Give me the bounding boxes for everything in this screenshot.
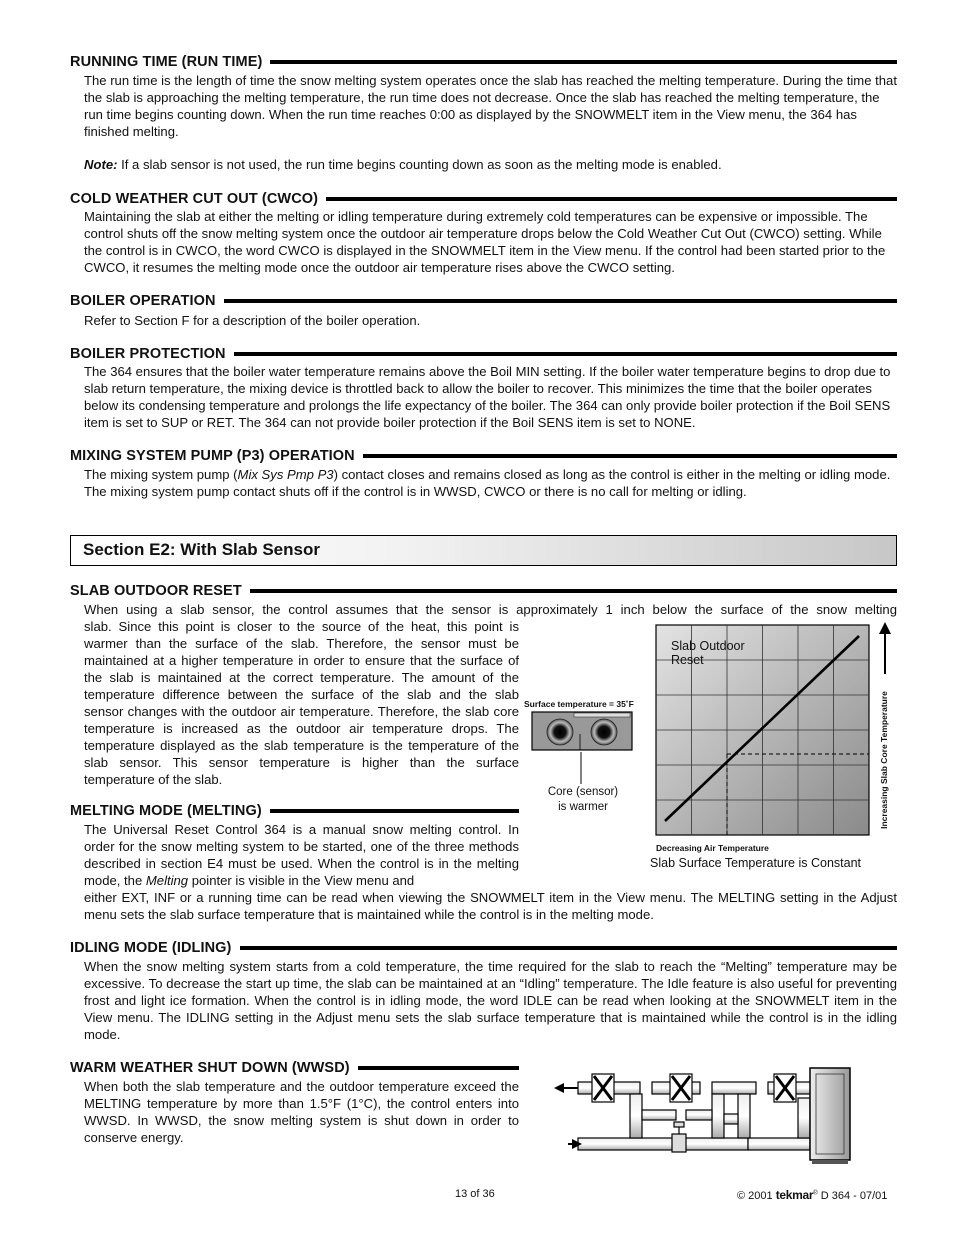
heading-p3	[70, 448, 897, 464]
heading-boiler-operation	[70, 293, 897, 309]
p3-body	[84, 466, 897, 500]
slab-reset-line1: When using a slab sensor, the control assumes that the sensor is approximately 1 inch below the surface of the snow melting	[84, 602, 897, 617]
boiler-protection-body: The 364 ensures that the boiler water temperature remains above the Boil MIN setting. If the boiler water temperature begins to drop due to slab return temperature, the mixing device is throttled back to allow the boiler to recover. This minimizes the time that the boiler operates below its condensing temperature and prolongs the life expectancy of the boiler. The 364 can only provide boiler protection if the Boil SENS item is set to SUP or RET. The 364 can not provide boiler protection if the Boil SENS item is set to NONE.	[84, 364, 891, 430]
run-time-body: The run time is the length of time the snow melting system operates once the slab has reached the melting temperature. During the time that the slab is approaching the melting temperature, the run time does not decrease. Once the slab has reached the melting temperature, the run time begins counting down. When the run time reaches 0:00 as displayed by the SNOWMELT item in the View menu, the 364 has finished melting.	[84, 73, 897, 139]
reset-line-label-1: Slab Outdoor	[671, 639, 745, 653]
heading-run-time	[70, 54, 897, 70]
wwsd-body: When both the slab temperature and the outdoor temperature exceed the MELTING temperature by more than 1.5°F (1°C), the control enters into WWSD. In WWSD, the snow melting system is shut down in order to conserve energy.	[84, 1079, 519, 1145]
surface-temperature-label: Surface temperature = 35˚F	[524, 699, 634, 709]
heading-rule	[234, 352, 897, 356]
p3-body-italic: Mix Sys Pmp P3	[237, 467, 334, 482]
footer-copyright	[737, 1188, 887, 1202]
p3-body-a: The mixing system pump (	[84, 467, 238, 482]
x-axis-label: Decreasing Air Temperature	[656, 843, 769, 853]
heading-wwsd	[70, 1060, 519, 1076]
core-label-line1: Core (sensor)	[547, 786, 619, 798]
run-time-note	[84, 156, 897, 173]
slab-cross-section	[530, 706, 634, 752]
melting-body-b: pointer is visible in the View menu and	[188, 873, 415, 888]
core-label-line2: is warmer	[558, 801, 608, 813]
y-axis-arrow	[876, 620, 894, 676]
cwco-body: Maintaining the slab at either the melting or idling temperature during extremely cold temperatures can be expensive or impossible. The control shuts off the snow melting system once the outdoor air temperature drops below the Cold Weather Cut Out (CWCO) setting. While the control is in CWCO, the word CWCO is displayed in the SNOWMELT item in the View menu. If the control had been started prior to the CWCO, it resumes the melting mode once the outdoor air temperature rises above the CWCO setting.	[84, 209, 886, 275]
boiler-operation-body: Refer to Section F for a description of the boiler operation.	[84, 313, 421, 328]
melting-body-italic: Melting	[145, 873, 189, 888]
p3-heading: MIXING SYSTEM PUMP (P3) OPERATION	[70, 448, 355, 464]
heading-rule	[326, 197, 897, 201]
melting-body-narrow	[84, 821, 519, 889]
melting-body-full: either EXT, INF or a running time can be read when viewing the SNOWMELT item in the View menu. The MELTING setting in the Adjust menu sets the slab surface temperature that is maintained while the control is in the melting mode.	[84, 890, 897, 922]
heading-rule	[250, 589, 897, 593]
melting-heading: MELTING MODE (MELTING)	[70, 803, 262, 819]
note-label: Note:	[84, 157, 118, 172]
graph-caption: Slab Surface Temperature is Constant	[650, 856, 861, 870]
boiler-operation-heading: BOILER OPERATION	[70, 293, 216, 309]
heading-boiler-protection	[70, 346, 897, 362]
p3-body-b: ) contact closes and remains closed as long as the control is either in the melting or idling mode. The mixing system pump contact shuts off if the control is in WWSD, CWCO or there is no call for melting or idling.	[84, 467, 891, 499]
melting-body-a: The Universal Reset Control 364 is a manual snow melting control. In order for the snow melting system to be started, one of the three methods described in section E4 must be used. When the control is in the melting mode, the	[84, 822, 519, 888]
cwco-heading: COLD WEATHER CUT OUT (CWCO)	[70, 191, 319, 207]
heading-slab-reset	[70, 583, 897, 599]
heading-rule	[270, 60, 897, 64]
heading-rule	[240, 946, 898, 950]
brand-logo: tekmar	[775, 1188, 814, 1202]
section-e2-title: Section E2: With Slab Sensor	[83, 540, 320, 559]
wwsd-heading: WARM WEATHER SHUT DOWN (WWSD)	[70, 1060, 350, 1076]
core-label	[530, 785, 636, 815]
piping-diagram	[552, 1062, 872, 1174]
core-pointer-line	[575, 752, 587, 786]
reset-line-label-2: Reset	[671, 653, 704, 667]
brand-reg: ®	[813, 1190, 818, 1197]
page-number: 13 of 36	[455, 1188, 495, 1200]
idling-body: When the snow melting system starts from a cold temperature, the time required for the slab to reach the “Melting” temperature may be excessive. To decrease the start up time, the slab can be maintained at an “Idling” temperature. The Idle feature is also useful for preventing frost and light ice formation. When the control is in idling mode, the word IDLE can be read when looking at the SNOWMELT item in the View menu. The IDLING setting in the Adjust menu sets the slab surface temperature that is maintained while the control is in the idling mode.	[84, 959, 897, 1042]
heading-rule	[363, 454, 897, 458]
heading-rule	[224, 299, 897, 303]
doc-number: D 364 - 07/01	[820, 1190, 888, 1202]
idling-heading: IDLING MODE (IDLING)	[70, 940, 232, 956]
heading-cwco	[70, 191, 897, 207]
heading-rule	[358, 1066, 519, 1070]
run-time-heading: RUNNING TIME (RUN TIME)	[70, 54, 263, 70]
heading-rule	[270, 809, 519, 813]
heading-idling	[70, 940, 897, 956]
reset-line-label	[671, 639, 745, 667]
heading-melting	[70, 803, 519, 819]
copyright: © 2001	[737, 1190, 773, 1202]
slab-reset-body: slab. Since this point is closer to the source of the heat, this point is warmer than the surface of the slab. Therefore, the sensor must be maintained at a higher temperature in order to ensure that the surface of the slab is maintained at the correct temperature. The amount of the temperature difference between the surface of the slab and the slab sensor changes with the outdoor air temperature. Therefore, the slab core temperature is increased as the outdoor air temperature drops. The temperature displayed as the slab temperature is the temperature of the slab sensor. This sensor temperature is higher than the surface temperature of the slab.	[84, 619, 519, 787]
section-e2-banner	[70, 535, 897, 566]
note-body: If a slab sensor is not used, the run time begins counting down as soon as the melting mode is enabled.	[117, 157, 722, 172]
y-axis-label: Increasing Slab Core Temperature	[879, 691, 889, 829]
boiler-protection-heading: BOILER PROTECTION	[70, 346, 226, 362]
slab-reset-heading: SLAB OUTDOOR RESET	[70, 583, 242, 599]
